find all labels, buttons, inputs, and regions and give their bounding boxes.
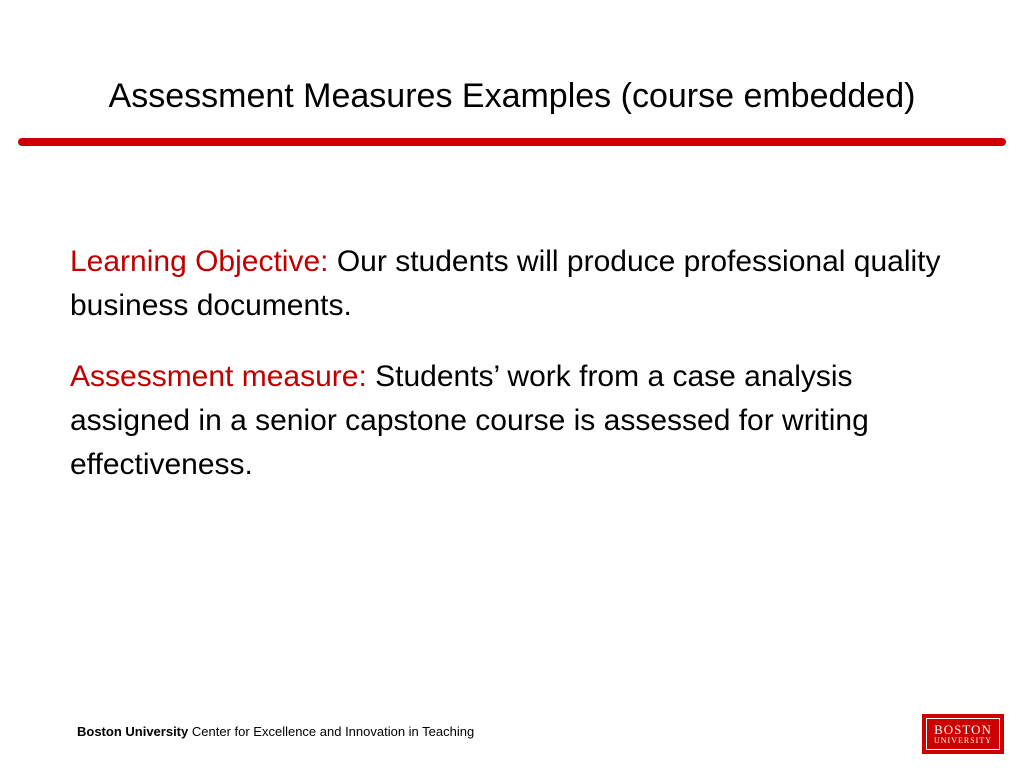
title-divider (18, 138, 1006, 146)
logo-line-boston: BOSTON (934, 721, 992, 737)
slide-body (70, 240, 970, 514)
logo-frame (926, 718, 1000, 750)
assessment-measure-paragraph (70, 355, 970, 487)
learning-objective-label: Learning Objective: (70, 245, 329, 278)
logo-line-university: UNIVERSITY (934, 735, 992, 745)
learning-objective-paragraph (70, 240, 970, 328)
assessment-measure-label: Assessment measure: (70, 360, 367, 393)
slide-title: Assessment Measures Examples (course embedded) (108, 77, 916, 115)
footer-organization: Boston University (77, 724, 189, 739)
slide-footer (77, 723, 474, 741)
boston-university-logo (922, 714, 1004, 754)
footer-department: Center for Excellence and Innovation in Teaching (191, 724, 475, 739)
assessment-measure-text: Students’ work from a case analysis assigned in a senior capstone course is assessed for writing effectiveness. (70, 360, 869, 481)
learning-objective-text: Our students will produce professional quality business documents. (70, 245, 941, 322)
